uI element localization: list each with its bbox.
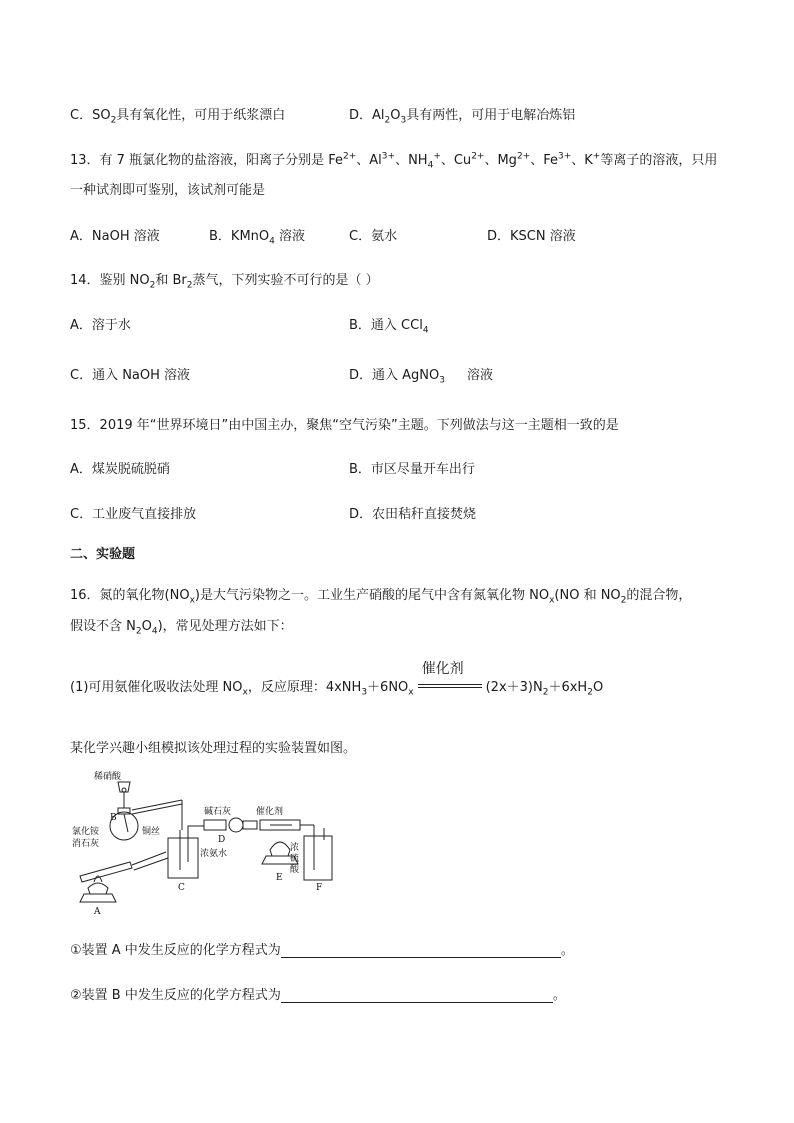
q16-reaction-equation: (1)可用氨催化吸收法处理 $NO_x$，反应原理：$4xNH_3+6NO_x$ 催化剂 $(2x+3)N_2+6xH_2O$ xyxy=(70,660,604,698)
q13-option-b: B．KMnO$_4$ 溶液 xyxy=(209,229,306,247)
q15-option-b: B．市区尽量开车出行 xyxy=(349,462,475,477)
q13-option-c: C．氨水 xyxy=(349,229,398,244)
label-conc-sulfuric-2: 硫 xyxy=(290,854,300,864)
label-e: E xyxy=(276,873,283,883)
q14-option-a: A．溶于水 xyxy=(70,318,131,333)
label-a: A xyxy=(94,907,101,917)
answer-blank-b[interactable] xyxy=(281,988,553,1003)
label-copper-wire: 铜丝 xyxy=(142,827,161,837)
catalyst-condition-arrow: 催化剂 xyxy=(418,678,482,698)
q15-option-d: D．农田秸秆直接焚烧 xyxy=(349,507,477,522)
label-f: F xyxy=(316,883,323,893)
label-dilute-nitric-acid: 稀硝酸 xyxy=(94,772,122,782)
q14-option-c: C．通入 NaOH 溶液 xyxy=(70,368,191,383)
answer-blank-a[interactable] xyxy=(281,943,561,958)
q14-option-d: D．通入 AgNO$_3$ 溶液 xyxy=(349,368,493,386)
q13-option-a: A．NaOH 溶液 xyxy=(70,229,160,244)
q16-subquestion-a: ①装置 A 中发生反应的化学方程式为 。 xyxy=(70,943,574,958)
q13-option-d: D．KSCN 溶液 xyxy=(487,229,576,244)
q15-option-c: C．工业废气直接排放 xyxy=(70,507,197,522)
q16-stem-line2: 假设不含 $N_2O_4$)，常见处理方法如下： xyxy=(70,619,293,637)
label-c: C xyxy=(178,883,185,893)
q15-option-a: A．煤炭脱硫脱硝 xyxy=(70,462,170,477)
q15-stem: 15．2019 年“世界环境日”由中国主办，聚焦“空气污染”主题。下列做法与这一主题相一致的是 xyxy=(70,418,619,433)
label-conc-sulfuric-3: 酸 xyxy=(290,865,300,875)
label-d: D xyxy=(218,835,226,845)
section-title: 二、实验题 xyxy=(70,547,136,562)
q14-stem: 14．鉴别 $NO_2$和 $Br_2$蒸气，下列实验不可行的是（ ） xyxy=(70,273,379,291)
q13-stem-line1: 13．有 7 瓶氯化物的盐溶液，阳离子分别是 $Fe^{2+}$、$Al^{3+}$、$NH_4^+$、$Cu^{2+}$、$Mg^{2+}$、$Fe^{3+}$、K+等离子的溶液，只用 xyxy=(70,151,718,171)
label-slaked-lime: 消石灰 xyxy=(72,839,100,849)
q12-option-c: C．$SO_2$具有氧化性，可用于纸浆漂白 xyxy=(70,108,286,126)
q12-option-d: D．$Al_2O_3$具有两性，可用于电解冶炼铝 xyxy=(349,108,576,126)
q16-stem-line1: 16．氮的氧化物$(NO_x)$是大气污染物之一。工业生产硝酸的尾气中含有氮氧化物 $NO_x(NO$ 和 $NO_2$的混合物， xyxy=(70,588,692,606)
label-b: B xyxy=(110,813,117,823)
label-conc-sulfuric-1: 浓 xyxy=(290,843,300,853)
q13-stem-line2: 一种试剂即可鉴别，该试剂可能是 xyxy=(70,183,266,198)
q16-subquestion-b: ②装置 B 中发生反应的化学方程式为 。 xyxy=(70,988,566,1003)
label-conc-ammonia: 浓氨水 xyxy=(200,849,228,859)
apparatus-diagram xyxy=(70,770,340,918)
q16-setup-text: 某化学兴趣小组模拟该处理过程的实验装置如图。 xyxy=(70,741,357,756)
q14-option-b: B．通入 CCl$_4$ xyxy=(349,318,429,336)
label-soda-lime: 碱石灰 xyxy=(204,807,232,817)
apparatus-figure xyxy=(70,770,340,918)
label-ammonium-chloride: 氯化铵 xyxy=(72,827,100,837)
label-catalyst: 催化剂 xyxy=(256,807,284,817)
